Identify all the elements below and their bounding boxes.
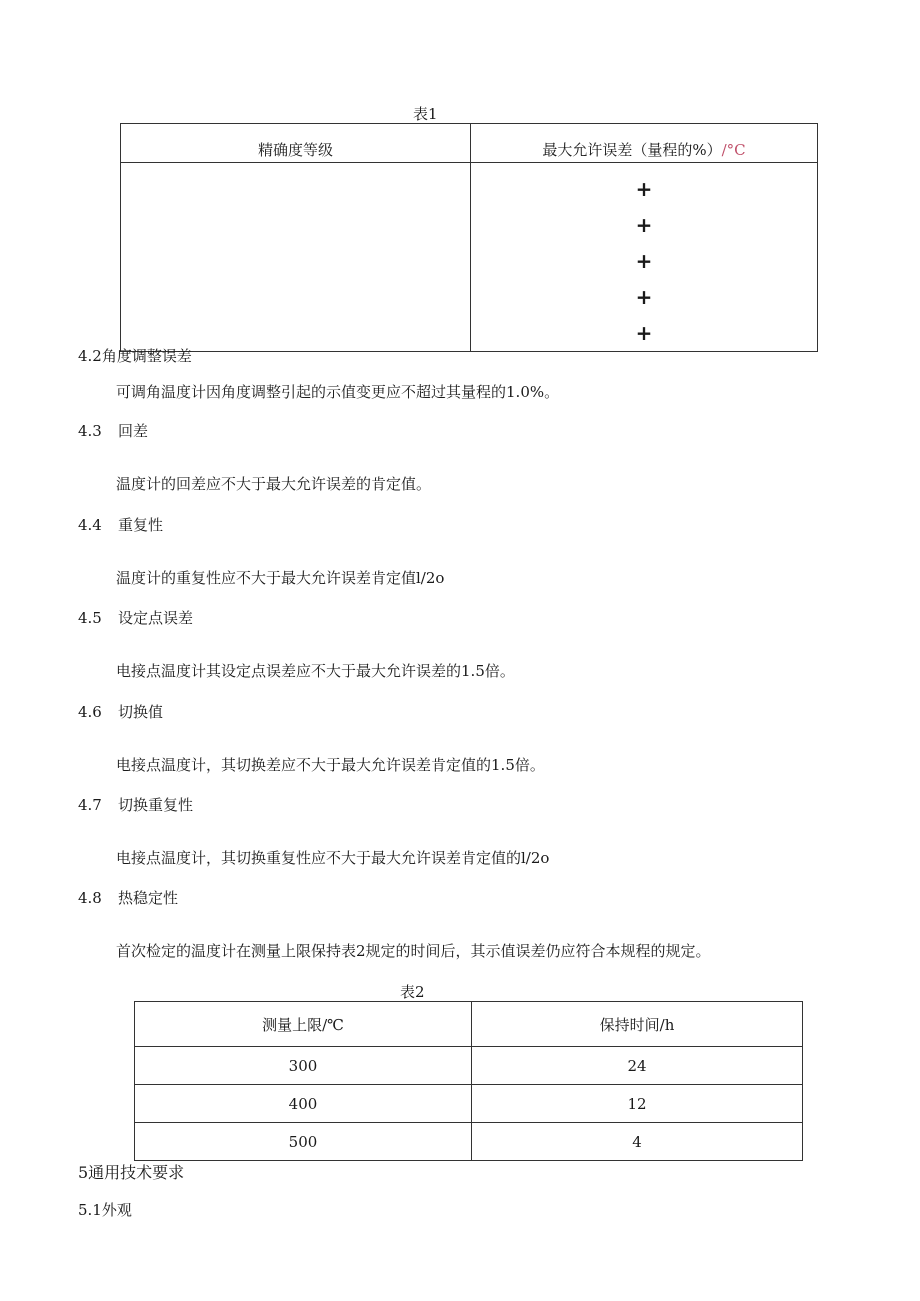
section-number: 4.4 <box>78 516 102 534</box>
table-row <box>135 1123 803 1161</box>
section-4-3-heading <box>78 420 148 441</box>
section-5-heading: 5通用技术要求 <box>78 1163 185 1182</box>
section-4-2-text: 可调角温度计因角度调整引起的示值变更应不超过其量程的1.0%。 <box>116 383 560 401</box>
section-title: 切换重复性 <box>118 796 194 814</box>
section-title: 热稳定性 <box>118 889 179 907</box>
section-number: 4.6 <box>78 703 102 721</box>
section-4-8-text: 首次检定的温度计在测量上限保持表2规定的时间后，其示值误差仍应符合本规程的规定。 <box>116 942 711 960</box>
plus-mark: + <box>635 177 653 201</box>
section-4-8-heading <box>78 887 178 908</box>
table-cell: 400 <box>135 1085 472 1123</box>
section-5-1-heading: 5.1外观 <box>78 1201 132 1219</box>
plus-mark: + <box>635 213 653 237</box>
section-4-5-heading <box>78 607 193 628</box>
section-title: 回差 <box>118 422 149 440</box>
table-cell: 12 <box>472 1085 803 1123</box>
section-title: 切换值 <box>118 703 164 721</box>
table1-header-unit: /°C <box>721 141 746 159</box>
section-number: 4.8 <box>78 889 102 907</box>
section-title: 设定点误差 <box>118 609 194 627</box>
table-row <box>135 1085 803 1123</box>
section-4-4-heading <box>78 514 163 535</box>
accuracy-table <box>120 123 818 352</box>
section-title: 重复性 <box>118 516 164 534</box>
table1-header-error-text: 最大允许误差（量程的%） <box>542 141 722 159</box>
plus-mark: + <box>635 249 653 273</box>
plus-mark: + <box>635 285 653 309</box>
table2-caption: 表2 <box>400 983 425 1001</box>
section-4-7-text: 电接点温度计，其切换重复性应不大于最大允许误差肯定值的l/2o <box>116 849 550 867</box>
table-cell: 24 <box>472 1047 803 1085</box>
table2-header-upper-limit: 测量上限/℃ <box>135 1002 472 1047</box>
section-4-6-text: 电接点温度计，其切换差应不大于最大允许误差肯定值的1.5倍。 <box>116 756 545 774</box>
table-cell: 300 <box>135 1047 472 1085</box>
table-cell: 500 <box>135 1123 472 1161</box>
section-4-7-heading <box>78 794 193 815</box>
section-number: 4.5 <box>78 609 102 627</box>
table1-header-error <box>471 124 818 163</box>
section-4-2-heading: 4.2角度调整误差 <box>78 347 192 365</box>
table-row <box>135 1047 803 1085</box>
table1-grade-cell <box>121 163 471 352</box>
table-row <box>135 1002 803 1047</box>
section-4-5-text: 电接点温度计其设定点误差应不大于最大允许误差的1.5倍。 <box>116 662 515 680</box>
section-number: 4.3 <box>78 422 102 440</box>
table1-caption: 表1 <box>413 105 438 123</box>
plus-mark: + <box>635 321 653 345</box>
table2-header-hold-time: 保持时间/h <box>472 1002 803 1047</box>
table-cell: 4 <box>472 1123 803 1161</box>
section-4-4-text: 温度计的重复性应不大于最大允许误差肯定值l/2o <box>116 569 445 587</box>
section-number: 4.7 <box>78 796 102 814</box>
hold-time-table <box>134 1001 803 1161</box>
table1-header-grade: 精确度等级 <box>121 124 471 163</box>
section-4-6-heading <box>78 701 163 722</box>
table1-error-cell <box>471 163 818 352</box>
section-4-3-text: 温度计的回差应不大于最大允许误差的肯定值。 <box>116 475 432 493</box>
